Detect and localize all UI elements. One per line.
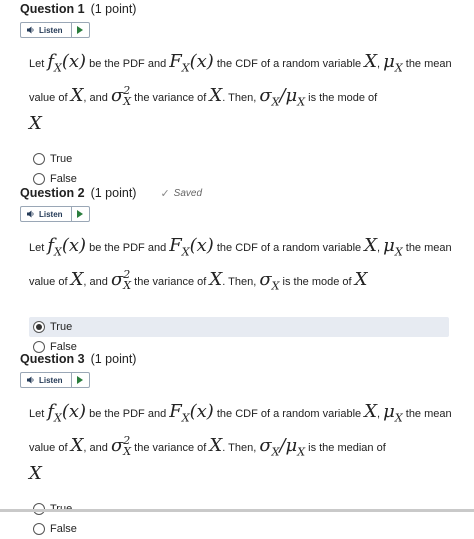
option-label: True <box>50 321 73 334</box>
question-text: Let $f_X(x)$ be the PDF and $F_X(x)$ the CDF of a random variable X, $\mu_X$ the mean value of X, and $\sigma^2_X$ the variance of X. Then, $\sigma_X/\mu_X$ is the median of X <box>29 401 452 485</box>
question-text: Let $f_X(x)$ be the PDF and $F_X(x)$ the CDF of a random variable X, $\mu_X$ the mean value of X, and $\sigma^2_X$ the variance of X. Then, $\sigma_X$ is the mode of X <box>29 235 452 293</box>
question-title <box>20 352 460 366</box>
radio-button[interactable] <box>33 153 45 165</box>
saved-indicator <box>160 187 202 200</box>
option-label: True <box>50 153 73 166</box>
option-label: False <box>50 341 77 354</box>
listen-label-area[interactable] <box>21 23 72 37</box>
speaker-icon <box>27 376 35 384</box>
radio-button[interactable] <box>33 173 45 185</box>
play-icon <box>77 210 83 218</box>
question-points: (1 point) <box>90 2 137 16</box>
listen-text: Listen <box>39 209 63 219</box>
play-button[interactable] <box>72 23 89 37</box>
question-text: Let $f_X(x)$ be the PDF and $F_X(x)$ the CDF of a random variable X, $\mu_X$ the mean value of X, and $\sigma^2_X$ the variance of X. Then, $\sigma_X/\mu_X$ is the mode of X <box>29 51 452 135</box>
speaker-icon <box>27 26 35 34</box>
listen-label-area[interactable] <box>21 373 72 387</box>
question-title <box>20 186 460 200</box>
question-2 <box>20 186 460 357</box>
question-number: Question 3 <box>20 352 85 366</box>
option-true[interactable] <box>29 317 449 337</box>
listen-text: Listen <box>39 25 63 35</box>
play-button[interactable] <box>72 373 89 387</box>
listen-text: Listen <box>39 375 63 385</box>
option-label: False <box>50 173 77 186</box>
check-icon: ✓ <box>160 187 170 200</box>
option-label: False <box>50 523 77 536</box>
listen-button[interactable] <box>20 372 90 388</box>
saved-text: Saved <box>173 187 203 199</box>
question-number: Question 2 <box>20 186 85 200</box>
play-icon <box>77 376 83 384</box>
radio-button-selected[interactable] <box>33 321 45 333</box>
option-false[interactable] <box>31 519 460 539</box>
speaker-icon <box>27 210 35 218</box>
option-true[interactable] <box>31 149 460 169</box>
listen-button[interactable] <box>20 206 90 222</box>
question-points: (1 point) <box>90 186 137 200</box>
question-title <box>20 2 460 16</box>
listen-label-area[interactable] <box>21 207 72 221</box>
play-icon <box>77 26 83 34</box>
listen-button[interactable] <box>20 22 90 38</box>
radio-button[interactable] <box>33 523 45 535</box>
answer-options <box>20 499 460 539</box>
question-number: Question 1 <box>20 2 85 16</box>
question-1 <box>20 2 460 189</box>
answer-options <box>20 149 460 189</box>
question-points: (1 point) <box>90 352 137 366</box>
play-button[interactable] <box>72 207 89 221</box>
